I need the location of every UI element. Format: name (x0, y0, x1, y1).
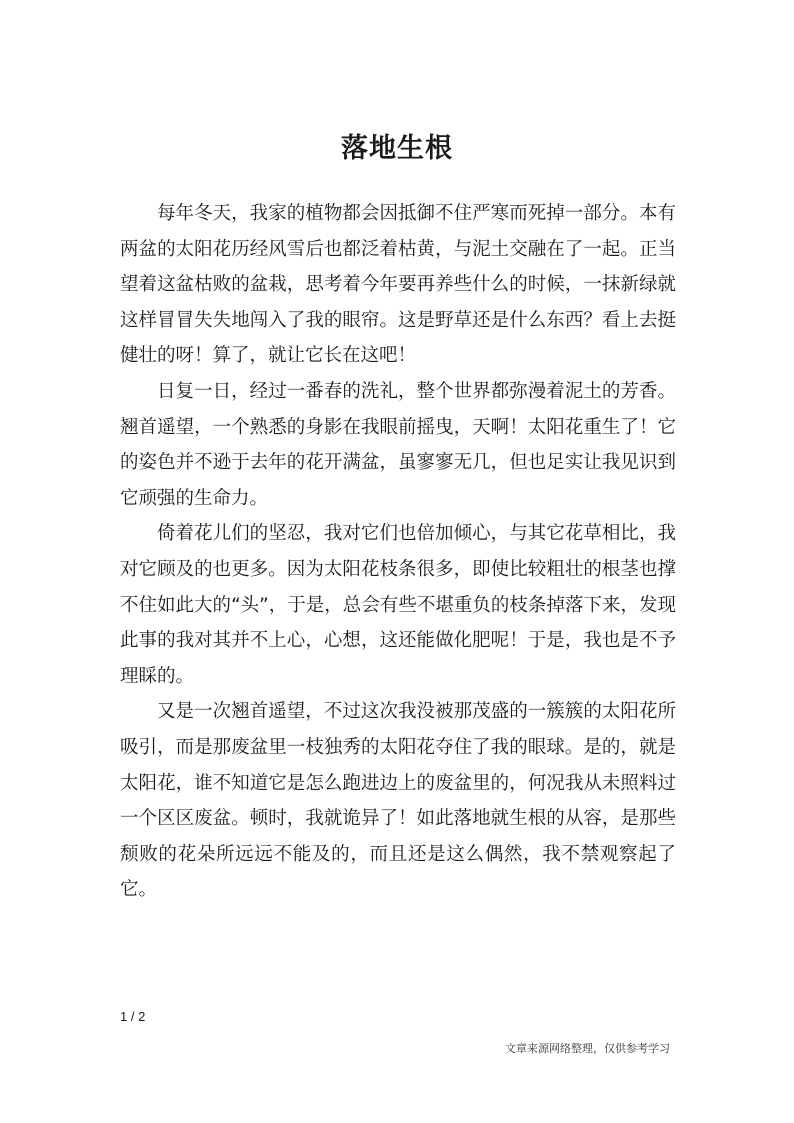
paragraph: 日复一日，经过一番春的洗礼，整个世界都弥漫着泥土的芳香。翘首遥望，一个熟悉的身影在我眼前摇曳，天啊！太阳花重生了！它的姿色并不逊于去年的花开满盆，虽寥寥无几，但也足实让我见识到它顽强的生命力。 (120, 380, 676, 509)
page-number: 1 / 2 (120, 1009, 146, 1024)
source-note: 文章来源网络整理，仅供参考学习 (505, 1042, 670, 1055)
paragraph: 每年冬天，我家的植物都会因抵御不住严寒而死掉一部分。本有两盆的太阳花历经风雪后也都泛着枯黄，与泥土交融在了一起。正当望着这盆枯败的盆栽，思考着今年要再养些什么的时候，一抹新绿就这样冒冒失失地闯入了我的眼帘。这是野草还是什么东西？看上去挺健壮的呀！算了，就让它长在这吧！ (120, 203, 676, 367)
document-body (120, 196, 676, 908)
paragraph: 倚着花儿们的坚忍，我对它们也倍加倾心，与其它花草相比，我对它顾及的也更多。因为太阳花枝条很多，即使比较粗壮的根茎也撑不住如此大的“头”，于是，总会有些不堪重负的枝条掉落下来，发现此事的我对其并不上心，心想，这还能做化肥呢！于是，我也是不予理睬的。 (120, 523, 676, 687)
document-title: 落地生根 (341, 133, 453, 164)
paragraph: 又是一次翘首遥望，不过这次我没被那茂盛的一簇簇的太阳花所吸引，而是那废盆里一枝独秀的太阳花夺住了我的眼球。是的，就是太阳花，谁不知道它是怎么跑进边上的废盆里的，何况我从未照料过一个区区废盆。顿时，我就诡异了！如此落地就生根的从容，是那些颓败的花朵所远远不能及的，而且还是这么偶然，我不禁观察起了它。 (120, 701, 676, 901)
